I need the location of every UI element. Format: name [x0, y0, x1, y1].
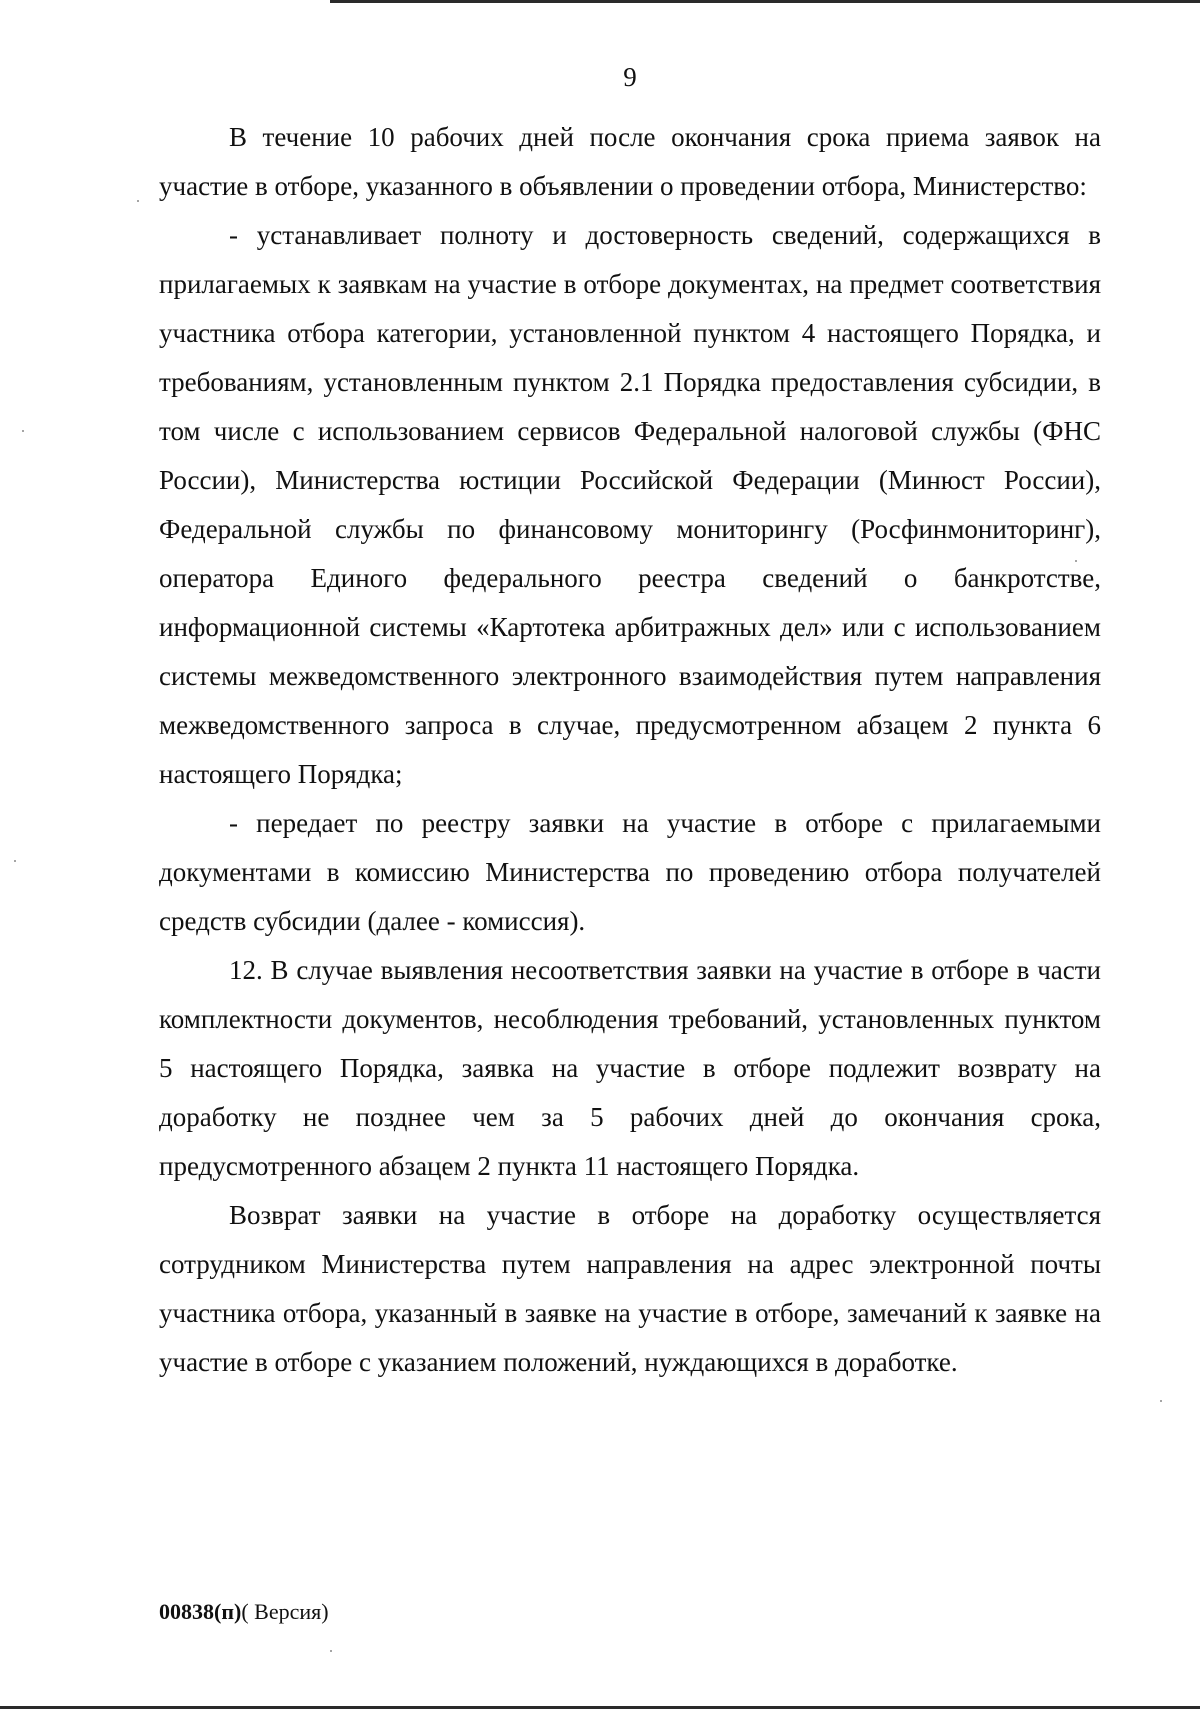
paragraph-verification: - устанавливает полноту и достоверность сведений, содержащихся в прилагаемых к заявкам на участие в отборе документах, на предмет соответствия участника отбора категории, установленной пунктом 4 настоящего Порядка, и требованиям, установленным пунктом 2.1 Порядка предоставления субсидии, в том числе с использованием сервисов Федеральной налоговой службы (ФНС России), Министерства юстиции Российской Федерации (Минюст России), Федеральной службы по финансовому мониторингу (Росфинмониторинг), оператора Единого федерального реестра сведений о банкротстве, информационной системы «Картотека арбитражных дел» или с использованием системы межведомственного электронного взаимодействия путем направления межведомственного запроса в случае, предусмотренном абзацем 2 пункта 6 настоящего Порядка; — [159, 220, 1101, 789]
scan-edge-top — [330, 0, 1200, 3]
document-version: ( Версия) — [241, 1599, 329, 1624]
scan-speck — [137, 200, 139, 202]
paragraph-item-12: 12. В случае выявления несоответствия заявки на участие в отборе в части комплектности документов, несоблюдения требований, установленных пунктом 5 настоящего Порядка, заявка на участие в отборе подлежит возврату на доработку не позднее чем за 5 рабочих дней до окончания срока, предусмотренного абзацем 2 пункта 11 настоящего Порядка. — [159, 955, 1101, 1181]
document-body — [159, 113, 1101, 1387]
scan-speck — [1075, 560, 1077, 562]
paragraph-intro: В течение 10 рабочих дней после окончания срока приема заявок на участие в отборе, указанного в объявлении о проведении отбора, Министерство: — [159, 122, 1101, 201]
scan-speck — [22, 430, 24, 432]
page-number: 9 — [623, 62, 637, 92]
scan-speck — [14, 860, 16, 862]
scan-speck — [330, 1650, 332, 1652]
scan-speck — [1160, 1400, 1162, 1402]
paragraph-return: Возврат заявки на участие в отборе на доработку осуществляется сотрудником Министерства путем направления на адрес электронной почты участника отбора, указанный в заявке на участие в отборе, замечаний к заявке на участие в отборе с указанием положений, нуждающихся в доработке. — [159, 1200, 1101, 1377]
document-footer — [159, 1599, 329, 1625]
document-code: 00838(п) — [159, 1599, 242, 1624]
scan-edge-bottom — [0, 1706, 1200, 1709]
paragraph-transfer: - передает по реестру заявки на участие в отборе с прилагаемыми документами в комиссию Министерства по проведению отбора получателей средств субсидии (далее - комиссия). — [159, 808, 1101, 936]
